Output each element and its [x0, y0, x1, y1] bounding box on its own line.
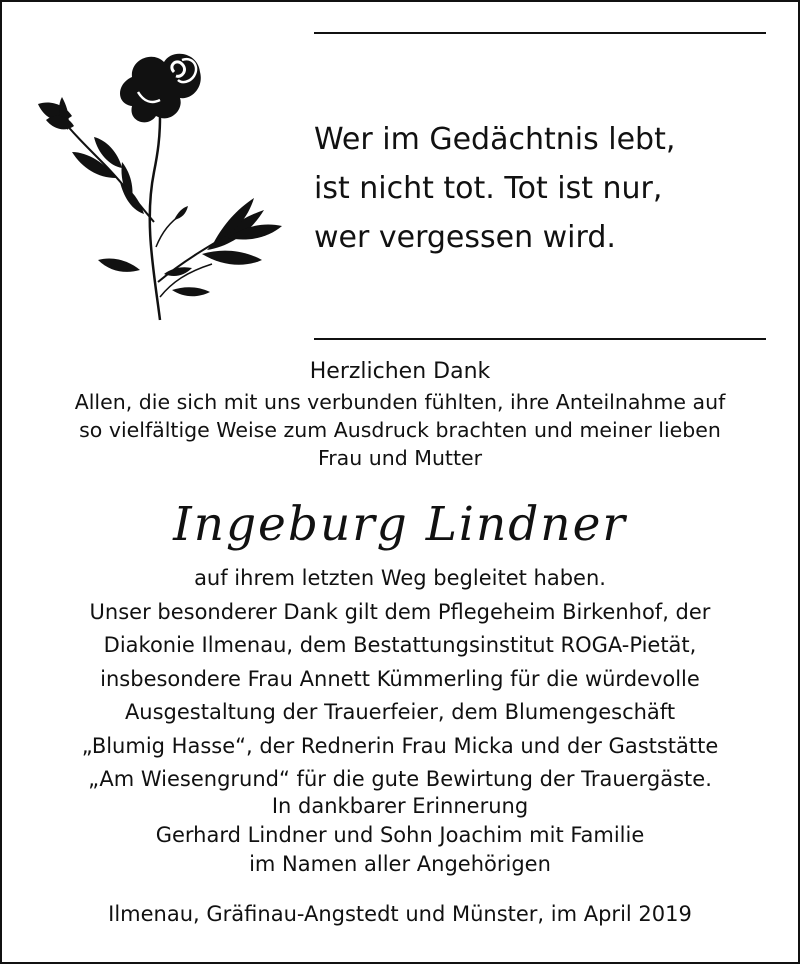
quote-line: wer vergessen wird.	[314, 220, 616, 255]
intro-line: so vielfältige Weise zum Ausdruck brachten und meiner lieben	[79, 418, 721, 442]
body-line: Unser besonderer Dank gilt dem Pflegeheim Birkenhof, der	[89, 599, 711, 624]
quote-line: Wer im Gedächtnis lebt,	[314, 122, 676, 157]
body-line: insbesondere Frau Annett Kümmerling für die würdevolle	[100, 666, 700, 691]
top-divider	[314, 32, 766, 34]
intro-text	[2, 388, 798, 472]
body-text	[2, 562, 798, 797]
body-line: „Am Wiesengrund“ für die gute Bewirtung der Trauergäste.	[88, 767, 712, 791]
deceased-name: Ingeburg Lindner	[173, 497, 627, 552]
thanks-heading: Herzlichen Dank	[309, 359, 491, 384]
place-and-date: Ilmenau, Gräfinau-Angstedt und Münster, im April 2019	[108, 902, 692, 926]
body-line: Ausgestaltung der Trauerfeier, dem Blumengeschäft	[124, 700, 676, 724]
closing-line: im Namen aller Angehörigen	[249, 852, 551, 876]
intro-line: Allen, die sich mit uns verbunden fühlten, ihre Anteilnahme auf	[74, 390, 726, 414]
body-line: „Blumig Hasse“, der Rednerin Frau Micka und der Gaststätte	[81, 733, 719, 758]
rose-silhouette-icon	[32, 42, 292, 332]
body-line: auf ihrem letzten Weg begleitet haben.	[194, 566, 606, 590]
bottom-divider	[314, 338, 766, 340]
signature-block	[2, 792, 798, 879]
closing-line: Gerhard Lindner und Sohn Joachim mit Familie	[155, 823, 645, 847]
intro-line: Frau und Mutter	[317, 446, 483, 470]
body-line: Diakonie Ilmenau, dem Bestattungsinstitut ROGA-Pietät,	[103, 633, 697, 657]
memorial-quote	[314, 115, 784, 262]
quote-line: ist nicht tot. Tot ist nur,	[314, 171, 663, 206]
closing-line: In dankbarer Erinnerung	[271, 794, 529, 818]
